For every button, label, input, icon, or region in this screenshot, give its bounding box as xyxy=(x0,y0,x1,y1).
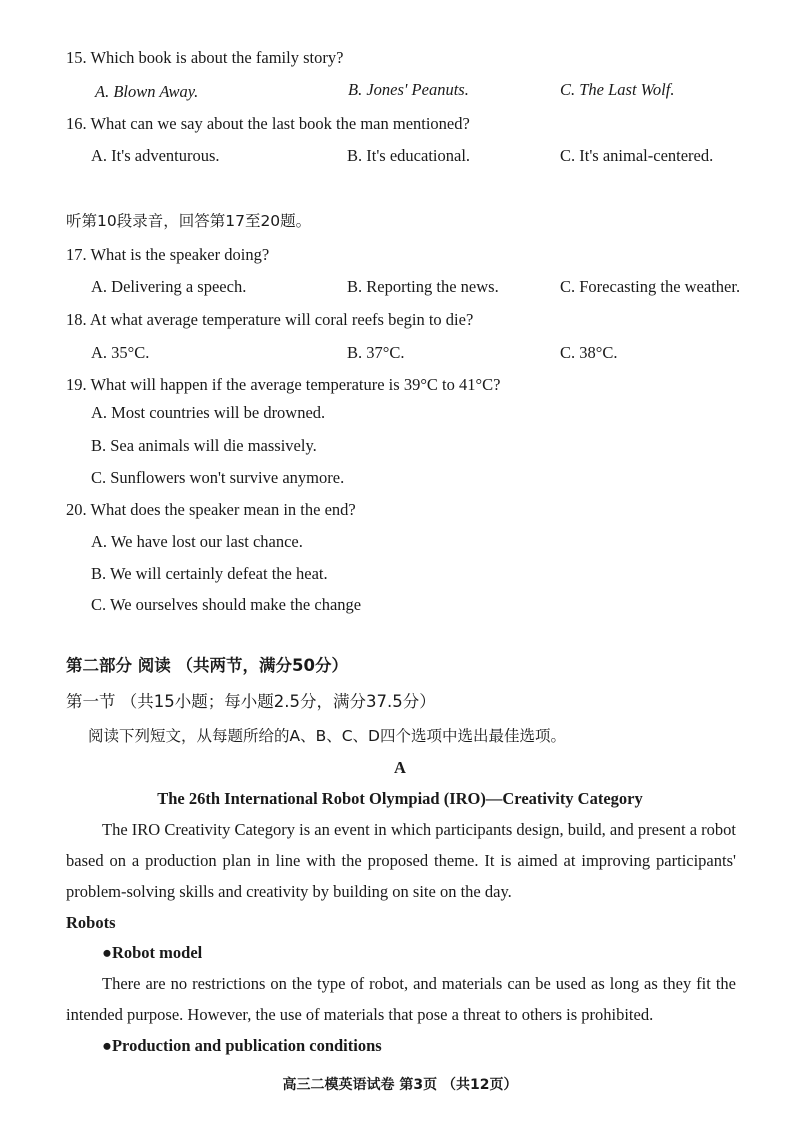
question-16-option-a: A. It's adventurous. xyxy=(91,146,220,165)
question-18-option-a: A. 35°C. xyxy=(91,343,150,362)
question-20-option-a: A. We have lost our last chance. xyxy=(91,532,303,551)
page-footer: 高三二模英语试卷 第3页 （共12页） xyxy=(282,1077,518,1093)
question-18-stem: 18. At what average temperature will coral reefs begin to die? xyxy=(66,310,474,329)
question-18-option-b: B. 37°C. xyxy=(347,343,405,362)
question-20-option-b: B. We will certainly defeat the heat. xyxy=(91,564,328,583)
question-19-option-c: C. Sunflowers won't survive anymore. xyxy=(91,468,345,487)
question-17-stem: 17. What is the speaker doing? xyxy=(66,245,270,264)
question-17-option-a: A. Delivering a speech. xyxy=(91,277,247,296)
question-16-option-c: C. It's animal-centered. xyxy=(560,146,714,165)
production-heading: ●Production and publication conditions xyxy=(102,1036,382,1055)
question-20-option-c: C. We ourselves should make the change xyxy=(91,595,362,614)
passage-title: The 26th International Robot Olympiad (IRO)—Creativity Category xyxy=(157,789,643,808)
question-19-stem: 19. What will happen if the average temperature is 39°C to 41°C? xyxy=(66,375,501,394)
question-18-option-c: C. 38°C. xyxy=(560,343,618,362)
question-15-option-a: A. Blown Away. xyxy=(95,82,199,101)
question-19-option-b: B. Sea animals will die massively. xyxy=(91,436,317,455)
question-20-stem: 20. What does the speaker mean in the end? xyxy=(66,500,356,519)
question-16-stem: 16. What can we say about the last book the man mentioned? xyxy=(66,114,470,133)
question-19-option-a: A. Most countries will be drowned. xyxy=(91,403,326,422)
part-2-heading: 第二部分 阅读 （共两节，满分50分） xyxy=(66,656,348,675)
robot-model-heading: ●Robot model xyxy=(102,943,203,962)
question-15-stem: 15. Which book is about the family story? xyxy=(66,48,344,67)
recording-10-instruction: 听第10段录音，回答第17至20题。 xyxy=(66,212,312,230)
passage-intro: The IRO Creativity Category is an event in which participants design, build, and present a robot based on a production plan in line with the proposed theme. It is aimed at improving participants' problem-solving skills and creativity by building on site on the day. xyxy=(66,820,736,901)
robots-heading: Robots xyxy=(66,913,116,932)
question-15-option-b: B. Jones' Peanuts. xyxy=(348,80,469,99)
question-17-option-b: B. Reporting the news. xyxy=(347,277,499,296)
reading-directions: 阅读下列短文，从每题所给的A、B、C、D四个选项中选出最佳选项。 xyxy=(88,727,566,745)
question-15-option-c: C. The Last Wolf. xyxy=(560,80,675,99)
question-16-option-b: B. It's educational. xyxy=(347,146,471,165)
question-17-option-c: C. Forecasting the weather. xyxy=(560,277,741,296)
robot-model-text: There are no restrictions on the type of robot, and materials can be used as long as they fit the intended purpose. However, the use of materials that pose a threat to others is prohibited. xyxy=(66,974,736,1024)
passage-letter: A xyxy=(394,758,406,777)
section-1-heading: 第一节 （共15小题；每小题2.5分，满分37.5分） xyxy=(66,692,436,711)
